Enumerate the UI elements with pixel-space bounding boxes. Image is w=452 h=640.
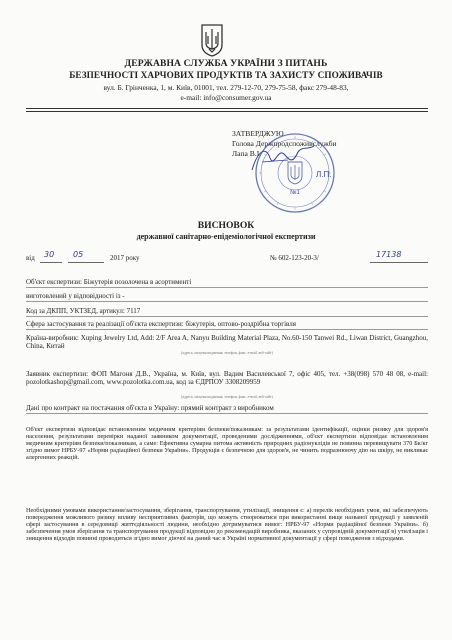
coat-of-arms-icon <box>200 23 224 57</box>
approval-title: ЗАТВЕРДЖУЮ <box>232 129 284 138</box>
date-day: 30 <box>44 250 55 259</box>
field-scope-rule <box>26 329 428 330</box>
date-year: 2017 року <box>110 254 140 262</box>
doc-title: ВИСНОВОК <box>197 220 255 231</box>
date-month: 05 <box>73 250 84 259</box>
header-divider <box>26 108 428 109</box>
doc-number-handwritten: 17138 <box>376 250 402 259</box>
field-object: Об'єкт експертизи: Біжутерія позолочена в асортименті <box>26 278 192 286</box>
field-producer: Країна-виробник: Xuping Jewelry Ltd, Add: 2/F Area A, Nanyu Building Material Plaza, No.60-150 Tanwei Rd., Liwan District, Guangzhou, China, Китай <box>26 334 428 351</box>
date-day-line <box>40 262 62 263</box>
approval-position: Голова Держпродспоживслужби <box>232 139 337 148</box>
org-name-line2: БЕЗПЕЧНОСТІ ХАРЧОВИХ ПРОДУКТІВ ТА ЗАХИСТУ СПОЖИВАЧІВ <box>69 70 383 80</box>
body-criteria: Об'єкт експертизи відповідає встановленим медичним критеріям безпеки/показникам: за результатами ідентифікації, оцінки ризику для здоров'я населення, результатами перевірки наданої заявником документації, проведеними дослідженнями, об'єкт експертизи відповідає встановленим медичним критеріям безпеки/показникам, а саме: Ефективна сумарна питома активність природних радіонуклідів не повинна перевищувати 370 Бк/кг згідно вимог НРБУ-97 «Норми радіаційної безпеки України». Продукція є безпечною для здоров'я, не чинить подразнюючу дію на шкіру, не викликає алергенних реакцій. <box>26 426 428 461</box>
org-email: e-mail: info@consumer.gov.ua <box>180 93 272 102</box>
doc-number-line <box>370 262 428 263</box>
field-applicant-note: (адреса, місцезнаходження, телефон, факс, e-mail, веб-сайт) <box>181 395 273 399</box>
date-month-line <box>68 262 104 263</box>
stamp-letters: Л.П. <box>316 170 332 179</box>
doc-number-prefix: № 602-123-20-3/ <box>270 254 319 262</box>
field-made-per: виготовлений у відповідності із - <box>26 292 125 300</box>
field-contract-rule <box>26 413 428 414</box>
stamp-number: №1 <box>290 190 300 196</box>
field-object-rule <box>26 287 428 288</box>
body-conditions: Необхідними умовами використання/застосування, зберігання, транспортування, утилізації, знищення є: а) перелік необхідних умов, які забезпечують повередження можливого ризику впливу несприятливих факторів, що можуть створюватися при використанні вище названої продукції у заявленій сфері застосування в середовищі життєдіяльності людини, необхідно дотримуватися вимог: НРБУ-97 «Норми радіаційної безпеки України». б) забезпечення умов зберігання та транспортування продукції відповідно до рекомендацій виробника, вказаних у супровідній документації в) утилізація і знищення відходів повинні проводиться згідно вимог діючої на даний час в Україні нормативної документації у сфері поводження з відходами. <box>26 507 428 542</box>
header-divider-thin <box>26 111 428 112</box>
approval-name: Лапа В.І. <box>232 149 262 158</box>
field-producer-note: (адреса, місцезнаходження, телефон, факс, e-mail, веб-сайт) <box>181 351 273 355</box>
doc-subtitle: державної санітарно-епідеміологічної експертизи <box>136 232 316 241</box>
field-applicant: Заявник експертизи: ФОП Магоня Д.В., Україна, м. Київ, вул. Вадим Василевської 7, офіс 405, тел. +38(098) 570 48 08, e-mail: pozolotkashop@gmail.com, www.pozolotka.com.ua, код за ЄДРПОУ 3308209959 <box>26 370 428 387</box>
date-prefix: від <box>26 254 35 262</box>
field-code-rule <box>26 316 428 317</box>
field-code: Код за ДКПП, УКТЗЕД, артикул: 7117 <box>26 307 141 315</box>
field-made-per-rule <box>26 301 428 302</box>
field-contract: Дані про контракт на постачання об'єкта в Україну: прямий контракт з виробником <box>26 404 274 412</box>
field-scope: Сфера застосування та реалізації об'єкта експертизи: біжутерія, оптово-роздрібна торгівля <box>26 320 296 328</box>
org-name-line1: ДЕРЖАВНА СЛУЖБА УКРАЇНИ З ПИТАНЬ <box>124 58 328 69</box>
org-address: вул. Б. Грінченка, 1, м. Київ, 01001, тел. 279-12-70, 279-75-58, факс 279-48-83, <box>103 83 349 92</box>
